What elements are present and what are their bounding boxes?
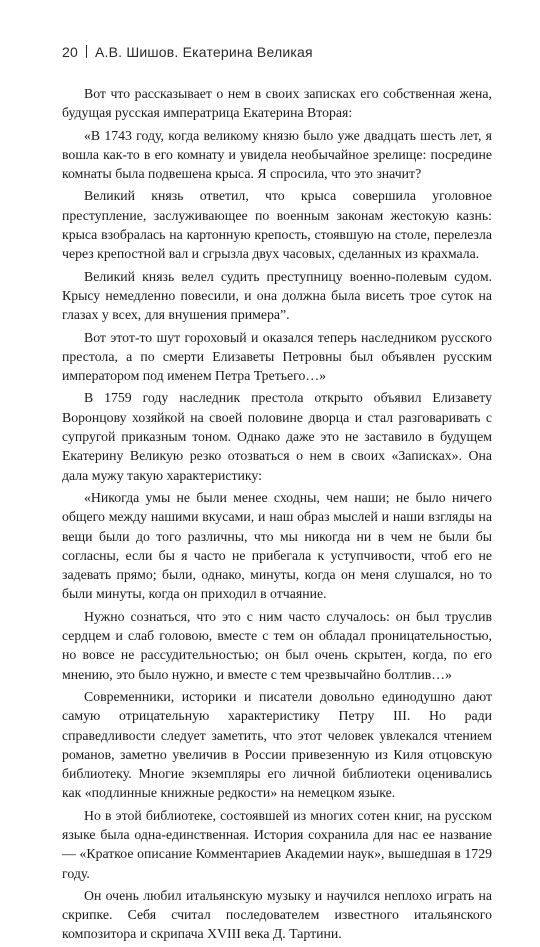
paragraph: Великий князь ответил, что крыса совершила уголовное преступление, заслуживающее по военным законам жестокую казнь: крыса взобралась на картонную крепость, стоявшую на столе, перелезла через крепостной вал и сгрызла двух часовых, сделанных из крахмала.	[62, 188, 492, 262]
paragraph: Вот этот-то шут гороховый и оказался теперь наследником русского престола, а по смерти Елизаветы Петровны был объявлен русским императором под именем Петра Третьего…»	[62, 329, 492, 384]
page-number: 20	[62, 44, 78, 60]
body-text	[62, 84, 492, 947]
paragraph: Великий князь велел судить преступницу военно-полевым судом. Крысу немедленно повесили, и она должна была висеть трое суток на глазах у всех, для внушения примера”.	[62, 268, 492, 323]
paragraph: «Никогда умы не были менее сходны, чем наши; не было ничего общего между нашими вкусами, и наш образ мыслей и наши взгляды на вещи были до того различны, что мы никогда ни в чем не были бы согласны, если бы я часто не прибегала к уступчивости, чтоб его не задевать прямо; были, однако, минуты, когда он меня слушался, но то были минуты, когда он приходил в отчаяние.	[62, 489, 492, 602]
running-head	[62, 44, 313, 60]
paragraph: В 1759 году наследник престола открыто объявил Елизавету Воронцову хозяйкой на своей половине дворца и стал разговаривать с супругой приказным тоном. Однако даже это не заставило в будущем Екатерину Великую резко отозваться о нем в своих «Записках». Она дала мужу такую характеристику:	[62, 390, 492, 483]
paragraph: Вот что рассказывает о нем в своих записках его собственная жена, будущая русская императрица Екатерина Вторая:	[62, 86, 492, 121]
paragraph: Современники, историки и писатели довольно единодушно дают самую отрицательную характеристику Петру III. Но ради справедливости следует заметить, что этот человек увлекался чтением романов, заметно увеличив в России привезенную из Киля отцовскую библиотеку. Многие экземпляры его личной библиотеки оценивались как «подлинные книжные редкости» на немецком языке.	[62, 688, 492, 801]
running-head-title: А.В. Шишов. Екатерина Великая	[94, 44, 313, 60]
header-divider	[86, 45, 87, 58]
paragraph: «В 1743 году, когда великому князю было уже двадцать шесть лет, я вошла как-то в его комнату и увидела необычайное зрелище: посредине комнаты была подвешена крыса. Я спросила, что это значит?	[62, 127, 492, 182]
paragraph: Он очень любил итальянскую музыку и научился неплохо играть на скрипке. Себя считал последователем известного итальянского композитора и скрипача XVIII века Д. Тартини.	[62, 887, 492, 942]
paragraph: Нужно сознаться, что это с ним часто случалось: он был труслив сердцем и слаб головою, вместе с тем он обладал проницательностью, но вовсе не рассудительностью; он был очень скрытен, когда, по его мнению, это было нужно, и вместе с тем чрезвычайно болтлив…»	[62, 608, 492, 682]
paragraph: Но в этой библиотеке, состоявшей из многих сотен книг, на русском языке была одна-единственная. История сохранила для нас ее название — «Краткое описание Комментариев Академии наук», вышедшая в 1729 году.	[62, 807, 492, 881]
